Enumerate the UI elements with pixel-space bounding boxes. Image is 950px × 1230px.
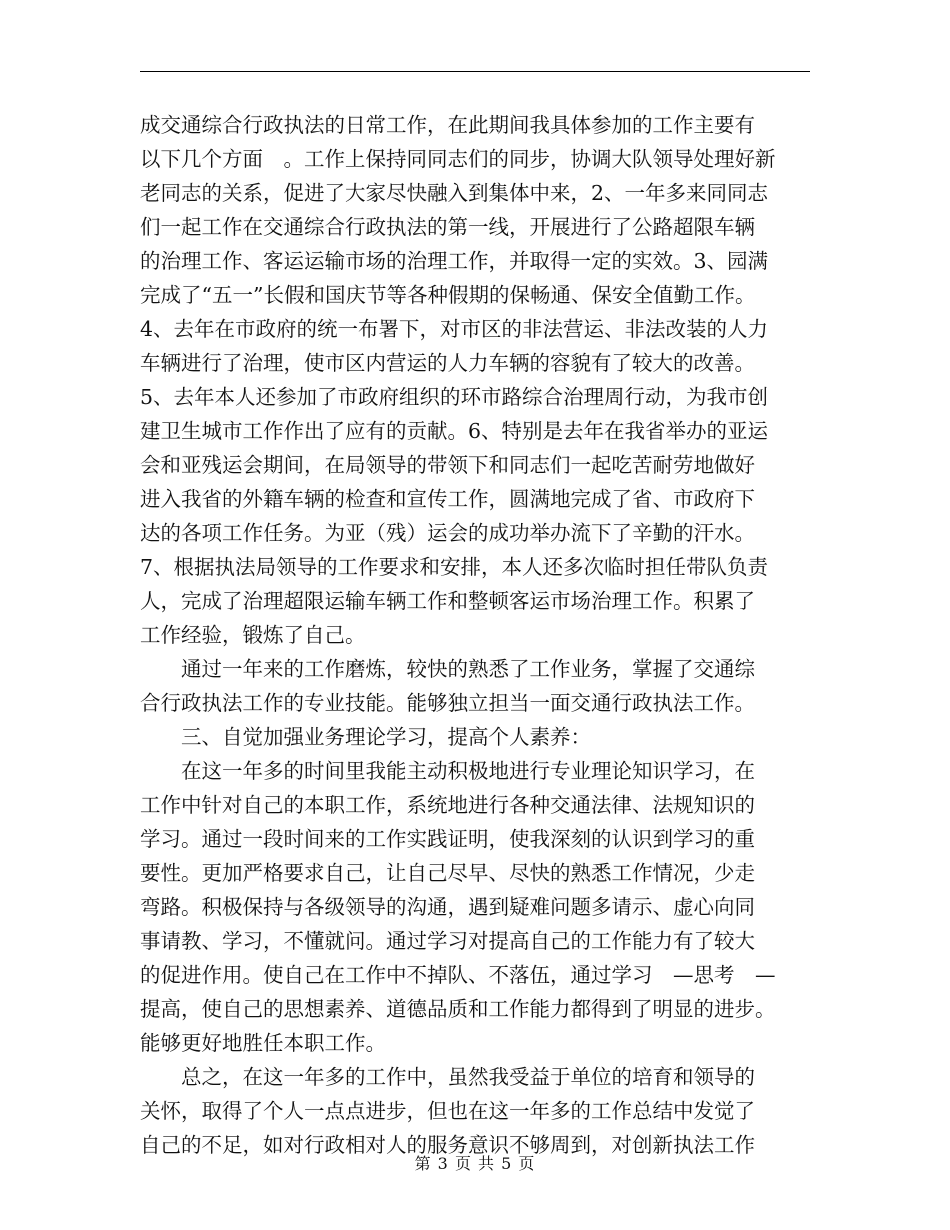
text-line: 能够更好地胜任本职工作。 [140,1031,386,1055]
text-line: 的促进作用。使自己在工作中不掉队、不落伍，通过学习 —思考 — [140,963,776,987]
text-line: 在这一年多的时间里我能主动积极地进行专业理论知识学习，在 [140,759,755,783]
text-line: 4、去年在市政府的统一布署下，对市区的非法营运、非法改装的人力 [140,317,769,341]
text-line: 7、根据执法局领导的工作要求和安排，本人还多次临时担任带队负责 [140,555,769,579]
text-line: 事请教、学习，不懂就问。通过学习对提高自己的工作能力有了较大 [140,929,755,953]
paragraph-4 [140,1060,810,1162]
text-line: 学习。通过一段时间来的工作实践证明，使我深刻的认识到学习的重 [140,827,755,851]
text-line: 以下几个方面 。工作上保持同同志们的同步，协调大队领导处理好新 [140,147,776,171]
paragraph-3 [140,754,810,1060]
text-line: 成交通综合行政执法的日常工作，在此期间我具体参加的工作主要有 [140,113,755,137]
text-line: 的治理工作、客运运输市场的治理工作，并取得一定的实效。3、园满 [140,249,769,273]
document-body [140,108,810,1162]
text-line: 通过一年来的工作磨炼，较快的熟悉了工作业务，掌握了交通综 [140,657,755,681]
paragraph-1 [140,108,810,652]
text-line: 要性。更加严格要求自己，让自己尽早、尽快的熟悉工作情况，少走 [140,861,755,885]
text-line: 老同志的关系，促进了大家尽快融入到集体中来，2、一年多来同同志 [140,181,769,205]
page-number-footer: 第 3 页 共 5 页 [414,1154,536,1173]
text-line: 合行政执法工作的专业技能。能够独立担当一面交通行政执法工作。 [140,691,755,715]
text-line: 车辆进行了治理，使市区内营运的人力车辆的容貌有了较大的改善。 [140,351,755,375]
text-line: 人，完成了治理超限运输车辆工作和整顿客运市场治理工作。积累了 [140,589,755,613]
text-line: 提高，使自己的思想素养、道德品质和工作能力都得到了明显的进步。 [140,997,776,1021]
header-rule [140,71,810,72]
section-heading-text: 三、自觉加强业务理论学习，提高个人素养： [140,725,591,749]
text-line: 进入我省的外籍车辆的检查和宣传工作，圆满地完成了省、市政府下 [140,487,755,511]
text-line: 5、去年本人还参加了市政府组织的环市路综合治理周行动，为我市创 [140,385,769,409]
text-line: 完成了“五一”长假和国庆节等各种假期的保畅通、保安全值勤工作。 [140,283,756,307]
section-heading [140,720,810,754]
text-line: 总之，在这一年多的工作中，虽然我受益于单位的培育和领导的 [140,1065,755,1089]
text-line: 关怀，取得了个人一点点进步，但也在这一年多的工作总结中发觉了 [140,1099,755,1123]
text-line: 弯路。积极保持与各级领导的沟通，遇到疑难问题多请示、虚心向同 [140,895,755,919]
text-line: 会和亚残运会期间，在局领导的带领下和同志们一起吃苦耐劳地做好 [140,453,755,477]
text-line: 们一起工作在交通综合行政执法的第一线，开展进行了公路超限车辆 [140,215,755,239]
text-line: 工作经验，锻炼了自己。 [140,623,366,647]
text-line: 达的各项工作任务。为亚（残）运会的成功举办流下了辛勤的汗水。 [140,521,755,545]
paragraph-2 [140,652,810,720]
text-line: 自己的不足，如对行政相对人的服务意识不够周到，对创新执法工作 [140,1133,755,1157]
text-line: 建卫生城市工作作出了应有的贡献。6、特别是去年在我省举办的亚运 [140,419,769,443]
text-line: 工作中针对自己的本职工作，系统地进行各种交通法律、法规知识的 [140,793,755,817]
